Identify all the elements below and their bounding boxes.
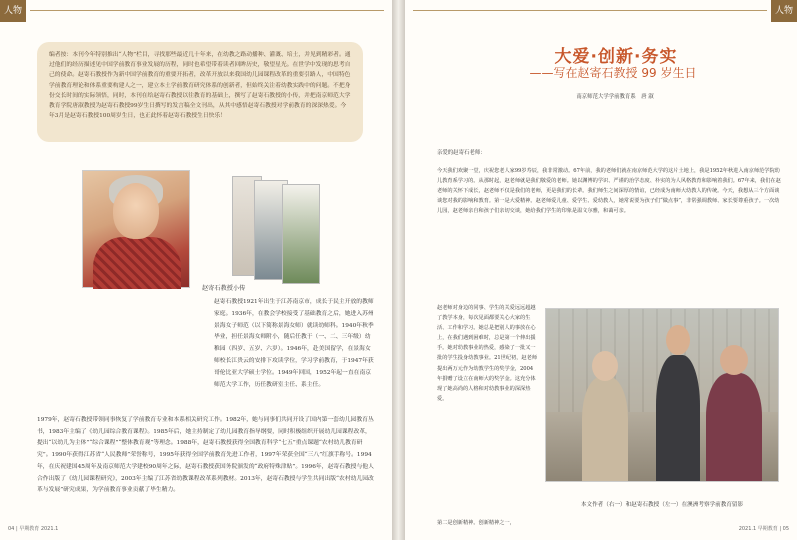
portrait-face (113, 183, 159, 239)
person-head (666, 325, 690, 355)
portrait-coat (93, 237, 181, 289)
person-left (582, 377, 628, 481)
person-middle (656, 355, 700, 481)
header-rule (30, 10, 384, 11)
page-footer: 04 | 早期教育 2021.1 (8, 526, 59, 532)
article-headline: 大爱·创新·务实 (554, 47, 678, 67)
photo-caption: 本文作者（右一）和赵寄石教授（左一）在澳洲考察学前教育留影 (580, 502, 744, 508)
section-tab: 人物 (771, 0, 797, 22)
book-spine (392, 0, 405, 540)
books-photo (232, 170, 328, 288)
salutation: 亲爱的赵寄石老师： (437, 150, 486, 156)
article-subhead: ——写在赵寄石教授 99 岁生日 (529, 66, 697, 80)
header-rule (413, 10, 767, 11)
editor-note: 编者按：本刊今年特别推出“人物”栏目，寻找那些最近几十年来，在幼教之路动播种、灌溉、培土，并见到精彩者。通过他们的经历描述见中国学前教育事业发展的历程，同时也希望带着读者回眸历史，敬望星光。在世学中发现的思考自己的使命。赵寄石教授作为新中国学前教育的重要开拓者，改革开放以来我国幼儿园课程改革的重要引路人，中国特色学前教育理论和体系重要构建人之一，建立本土学前教育研究体系的创新者，但始终关注着幼教实践中的问题。不把身份交长时间的实际领悟，同时，本刊在给赵寄石教授以往教育的基础上，撰写了赵寄石教授的小传，并把南京师范大学教育学院唐淑教授为赵寄石教授99岁生日撰写的发言稿全文刊出，从其中感悟赵寄石教授对学前教育的深深热爱。今年3月是赵寄石教授100周岁生日，也正此怀着赵寄石教授生日快乐！ (37, 42, 363, 142)
portrait-photo (82, 170, 190, 288)
page-footer: 2021.1 早期教育 | 05 (738, 526, 789, 532)
person-head (592, 351, 618, 381)
book-cover (282, 184, 320, 284)
article-body-narrow: 赵老师对身边的同事、学生的关爱远远超越了教学本身，每次见面都要关心大家的生活、工作和学习。她总是把别人的事放在心上，在我们遇到困难时，总是第一个伸出援手。她对幼教事业的热爱，感染了一批又一批的学生投身幼教事业。21世纪初，赵老师提出两万元作为幼教学生的奖学金，2004年捐赠了设立在南师大的奖学金。这充分体现了她高尚的人格和对幼教事业的深深热爱。 (437, 305, 537, 402)
bio-caption: 赵寄石教授小传 (202, 285, 246, 292)
bio-full-text: 1979年，赵寄石教授带领同事恢复了学前教育专业和本系相关研究工作。1982年，她与同事们共同开设了国内第一套幼儿园教育丛书，1983年主编了《幼儿园综合教育课程》。1985年后，她主持制定了幼儿园教育指导纲要，同时积极组织开展幼儿园课程改革，提出“以幼儿为主体”“综合课程”“整体教育观”等理念。1988年，赵寄石教授获得全国教育科学“七五”重点课题“农村幼儿教育研究”。1990年获得江苏省“人民教师”荣誉称号，1995年获得全国学前教育先进工作者，1997年荣获全国“三八”红旗手称号。1994年，在庆祝建国45周年及南京师范大学建校90周年之际，赵寄石教授获国务院颁发的“政府特殊津贴”。1996年，赵寄石教授与他人合作出版了《幼儿园课程研究》，2003年主编了江苏省幼教课程改革系列教材。2013年，赵寄石教授与学生共同出版“农村幼儿园改革与发展”研究成果，为学前教育事业贡献了毕生精力。 (37, 417, 374, 494)
article-body-tail: 第二是创新精神。创新精神之一， (437, 520, 515, 526)
left-page (0, 0, 392, 540)
person-head (720, 345, 748, 375)
article-body-intro: 今天我们欢聚一堂，庆祝您老人家99岁寿辰，我非常激动。67年前，我的老师们就在南京师范大学的这片土地上，我是1952年秋进入南京师范学院幼儿教育系学习的。从那时起，赵老师就是我们敬爱的老师。她以渊博的学识、严谨的治学态度、朴实的为人风格教育和影响着我们。67年来，我们在赵老师的关怀下成长，赵老师不仅是我们的老师，更是我们的长辈。我们师生之间深厚的情谊，已经成为南师大幼教人的传统。今天，我想从三个方面谈谈您对我的影响和教育。第一是大爱精神。赵老师爱儿童、爱学生、爱幼教人，她常说要为孩子们“做点事”，非常强调教师、家长要尊重孩子。一次幼儿园，赵老师亲自和孩子们亲切交谈，她给我们学生的印象是温文尔雅，和蔼可亲。 (437, 168, 781, 215)
article-author: 南京师范大学学前教育系 唐 淑 (576, 94, 654, 100)
person-right (706, 373, 762, 481)
right-page (405, 0, 797, 540)
section-tab: 人物 (0, 0, 26, 22)
bio-intro-text: 赵寄石教授1921年出生于江苏南京市，成长于民主开放的教师家庭。1936年，在教会学校接受了基础教育之后，她进入苏州景海女子师范（以下简称景海女师）就读幼师科。1940年秋季毕业，担任景海女师附小，随后任教于（一、二、三年级）幼稚园（四岁、五岁、六岁）。1946年，赴美国留学，在景海女师校长江贵云的安排下攻读学位，学习学前教育，于1947年获哥伦比亚大学硕士学位。1949年回国，1952年起一直在南京师范大学工作，历任教研室主任、系主任。 (214, 299, 374, 388)
group-photo (545, 308, 779, 482)
